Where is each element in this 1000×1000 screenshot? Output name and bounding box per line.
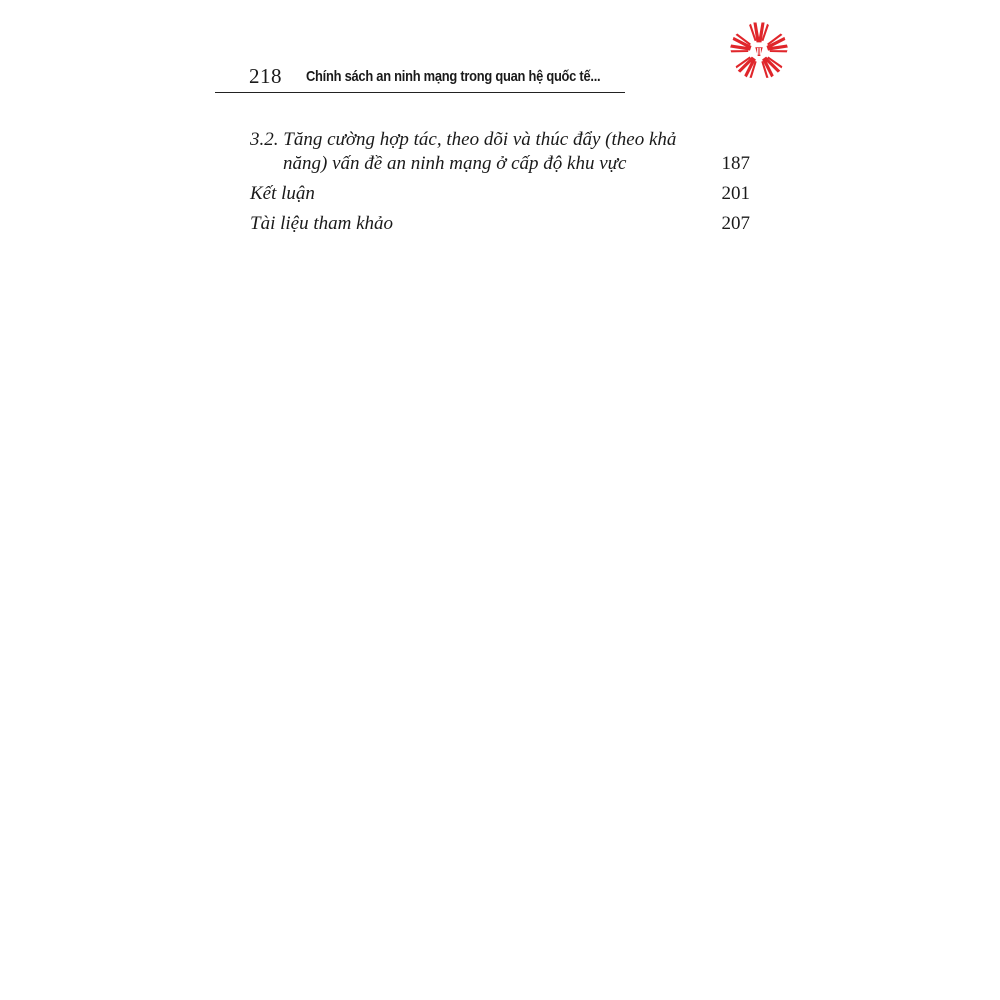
publisher-logo-icon — [728, 20, 790, 82]
toc-entry-section-3-2 — [250, 128, 750, 176]
toc-entry-page-number: 187 — [721, 153, 750, 174]
toc-entry-title-line: 3.2. Tăng cường hợp tác, theo dõi và thúc đẩy (theo khả — [250, 129, 677, 150]
table-of-contents — [250, 128, 750, 236]
toc-entry-page-number: 201 — [721, 183, 750, 204]
toc-entry-title-line: Tài liệu tham khảo — [250, 213, 394, 234]
toc-entry-title-line: năng) vấn đề an ninh mạng ở cấp độ khu vực — [283, 153, 627, 174]
star-logo-icon — [728, 20, 790, 82]
running-header — [215, 62, 625, 93]
toc-entry-references — [250, 212, 750, 236]
toc-entry-title-line: Kết luận — [250, 183, 315, 204]
running-title: Chính sách an ninh mạng trong quan hệ quốc tế... — [306, 68, 601, 85]
toc-entry-page-number: 207 — [721, 213, 750, 234]
toc-entry-conclusion — [250, 182, 750, 206]
page-number: 218 — [249, 64, 282, 88]
